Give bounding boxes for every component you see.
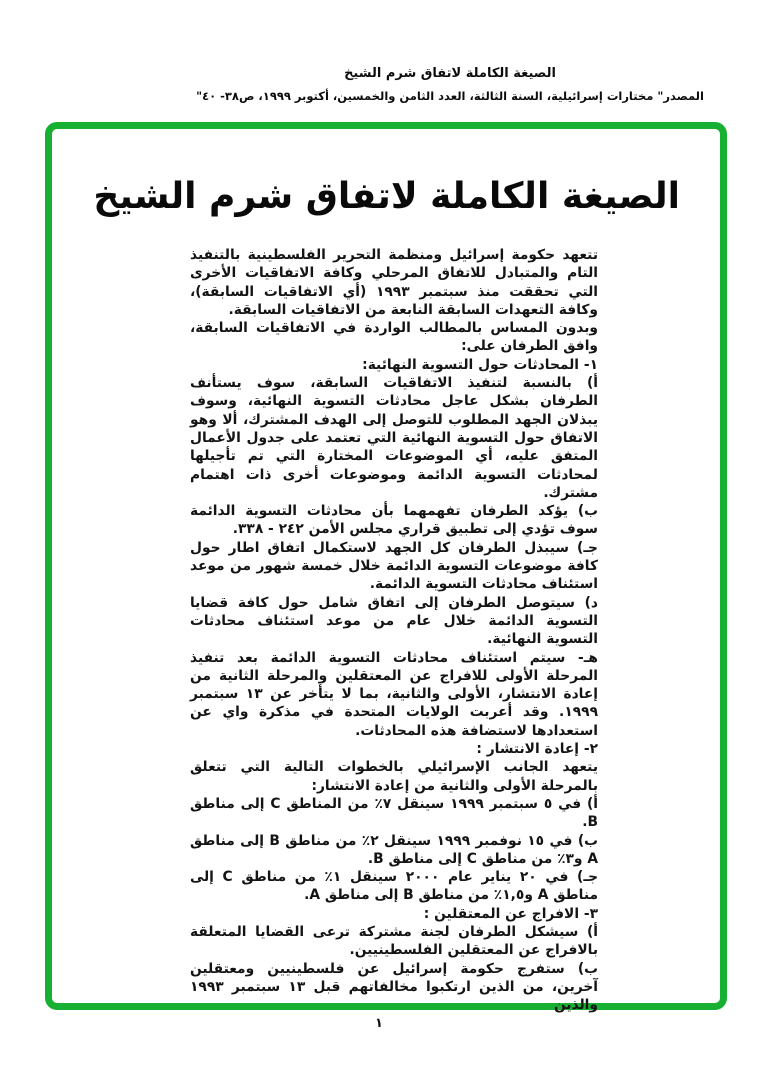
section-1-item-c: جـ) سيبذل الطرفان كل الجهد لاستكمال اتفاق اطار حول كافة موضوعات التسوية الدائمة خلال خمسة شهور من موعد استئناف محادثات التسوية الدائمة. — [190, 539, 598, 593]
section-2-intro: يتعهد الجانب الإسرائيلي بالخطوات التالية التي تتعلق بالمرحلة الأولى والثانية من إعادة الانتشار: — [190, 759, 598, 794]
section-3-item-b: ب) ستفرج حكومة إسرائيل عن فلسطينيين ومعتقلين آخرين، من الذين ارتكبوا مخالفاتهم قبل ١٣ سبتمبر ١٩٩٣ والذين — [190, 960, 599, 1014]
section-2-item-c: جـ) في ٢٠ يناير عام ٢٠٠٠ سينقل ١٪ من مناطق C إلى مناطق A و١,٥٪ من مناطق B إلى مناطق A. — [190, 869, 599, 904]
page-number: ١ — [375, 1016, 383, 1031]
document-body — [190, 246, 598, 1014]
section-1-heading: ١- المحادثات حول التسوية النهائية: — [362, 356, 598, 373]
page-header — [170, 64, 730, 105]
source-line: المصدر" مختارات إسرائيلية، السنة الثالثة، العدد الثامن والخمسين، أكتوبر ١٩٩٩، ص٣٨- ٤٠" — [196, 89, 704, 103]
section-3-heading: ٣- الافراج عن المعتقلين : — [423, 905, 598, 922]
section-2-heading: ٢- إعادة الانتشار : — [476, 741, 598, 758]
section-1-item-d: د) سيتوصل الطرفان إلى اتفاق شامل حول كافة قضايا التسوية الدائمة خلال عام من موعد استئناف محادثات التسوية النهائية. — [190, 594, 598, 648]
section-2-item-a: أ) في ٥ سبتمبر ١٩٩٩ سينقل ٧٪ من المناطق C إلى مناطق B. — [190, 795, 598, 831]
intro-paragraph: تتعهد حكومة إسرائيل ومنظمة التحرير الفلسطينية بالتنفيذ التام والمتبادل للاتفاق المرحلي وكافة الاتفاقيات الأخرى التي تحققت منذ سبتمبر ١٩٩٣ (أي الاتفاقيات السابقة)، وكافة التعهدات السابقة النابعة من الاتفاقيات السابقة. — [190, 247, 599, 318]
header-title: الصيغة الكاملة لاتفاق شرم الشيخ — [344, 66, 556, 81]
section-2-item-b: ب) في ١٥ نوفمبر ١٩٩٩ سينقل ٢٪ من مناطق B إلى مناطق A و٣٪ من مناطق C إلى مناطق B. — [190, 832, 599, 867]
section-1-item-e: هـ- سيتم استئناف محادثات التسوية الدائمة بعد تنفيذ المرحلة الأولى للافراج عن المعتقلين والمرحلة الثانية من إعادة الانتشار، الأولى والثانية، بما لا يتأخر عن ١٣ سبتمبر ١٩٩٩. وقد أعربت الولايات المتحدة في مذكرة واي عن استعدادها لاستضافة هذه المحادثات. — [190, 649, 598, 739]
section-1-item-a: أ) بالنسبة لتنفيذ الاتفاقيات السابقة، سوف يستأنف الطرفان بشكل عاجل محادثات التسوية النهائية، وسوف يبذلان الجهد المطلوب للتوصل إلى الهدف المشترك، ألا وهو الاتفاق حول التسوية النهائية التي تعتمد على جدول الأعمال المتفق عليه، أي الموضوعات المختارة التي تم تأجيلها لمحادثات التسوية الدائمة وموضوعات أخرى ذات اهتمام مشترك. — [190, 375, 598, 501]
agreement-preamble: وبدون المساس بالمطالب الواردة في الاتفاقيات السابقة، وافق الطرفان على: — [190, 320, 598, 355]
document-title: الصيغة الكاملة لاتفاق شرم الشيخ — [93, 176, 680, 217]
section-3-item-a: أ) سيشكل الطرفان لجنة مشتركة ترعى القضايا المتعلقة بالافراج عن المعتقلين الفلسطينيين. — [190, 923, 598, 959]
section-1-item-b: ب) يؤكد الطرفان تفهمهما بأن محادثات التسوية الدائمة سوف تؤدي إلى تطبيق قراري مجلس الأمن ٢٤٢ - ٣٣٨. — [190, 503, 598, 538]
